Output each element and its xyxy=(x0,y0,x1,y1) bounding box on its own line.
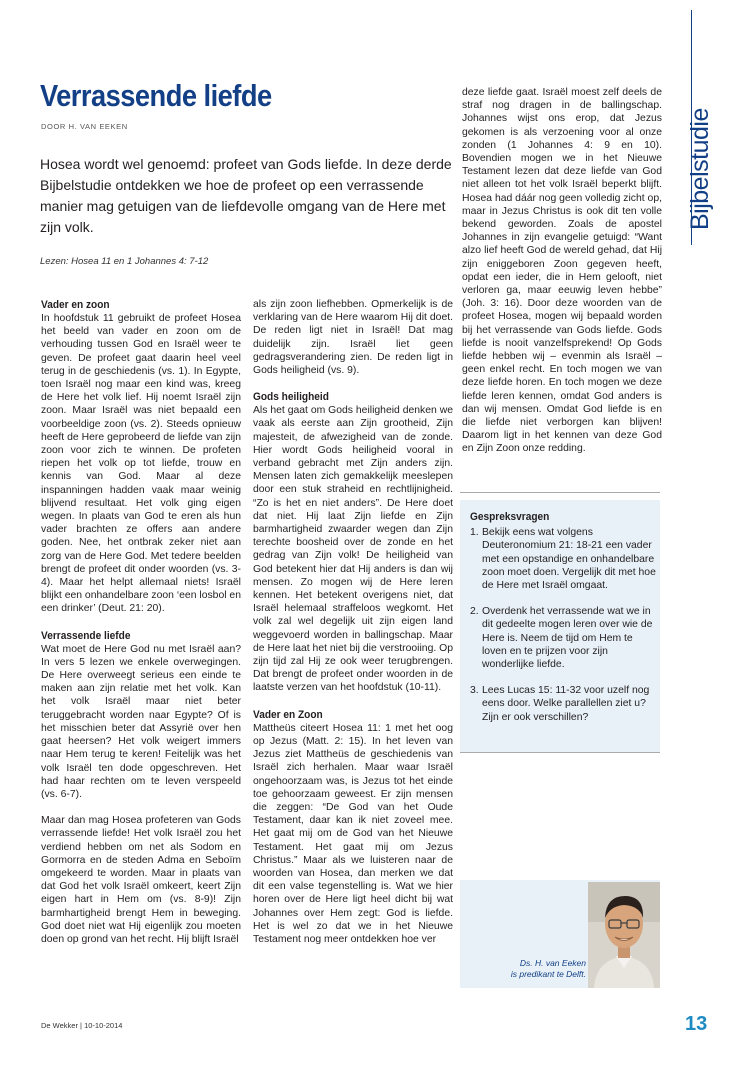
section-tab-label: Bijbelstudie xyxy=(686,108,714,230)
article-title: Verrassende liefde xyxy=(40,78,272,113)
heading-vader-en-zoon-2: Vader en Zoon xyxy=(253,708,323,721)
section-tab xyxy=(660,80,720,240)
page-number: 13 xyxy=(685,1013,708,1035)
paragraph: In hoofdstuk 11 gebruikt de profeet Hosea het beeld van vader en zoon om de verhouding tussen God en Israël weer te geven. De profeet gaat daarin heel veel terug in de geschiedenis (vs. 1). In Egypte, toen Israël nog maar een kind was, kreeg de Here het volk lief. Hij noemt Israël zijn zoon. Maar Israël was niet bepaald een voorbeeldige zoon (vs. 2). Steeds opnieuw heeft de Here geprobeerd de liefde van zijn zoon voor zich te winnen. De profeten riepen het volk op tot liefde, trouw en kennis van God. Maar al deze inspanningen hadden vaak maar weinig blijvend resultaat. Het volk ging eigen wegen. In plaats van God te eren als hun vader brachten ze offers aan andere goden. Nee, het ontbrak zeker niet aan zorg van de Here God. Met tedere beelden brengt de profeet dit onder woorden (vs. 3-4). Maar het helpt allemaal niets! Israël blijkt een onhandelbare zoon ‘een losbol en een drinker’ (Deut. 21: 20). xyxy=(41,313,241,615)
author-photo xyxy=(588,882,660,988)
question-number: 1. xyxy=(470,527,479,539)
question-number: 3. xyxy=(470,685,479,697)
column-3 xyxy=(462,86,662,456)
question-item xyxy=(470,605,656,671)
paragraph: Als het gaat om Gods heiligheid denken we vaak als eerste aan Zijn grootheid, Zijn majesteit, de afwezigheid van de zonde. Hier wordt Gods heiligheid vooral in verband gebracht met Zijn anders zijn. Mensen laten zich gemakkelijk meeslepen door een stuk straheid en rechtlijnigheid. “Zo is het en niet anders”. De Here doet dat niet. Hij laat Zijn liefde en Zijn barmhartigheid zwaarder wegen dan Zijn terechte boosheid over de zonde en het gedrag van Zijn volk! De heiligheid van God betekent hier dat Hij anders is dan wij mensen. Zo mogen wij de Here leren kennen. Het betekent overigens niet, dat Israël helemaal straffeloos wegkomt. Het volk zal wel degelijk uit zijn eigen land weggevoerd worden in ballingschap. Maar de Here laat het niet bij die verstrooiing. Op zijn tijd zal Hij ze ook weer terugbrengen. Dat brengt de profeet onder woorden in de laatste verzen van het hoofdstuk (10-11). xyxy=(253,405,453,694)
paragraph: Mattheüs citeert Hosea 11: 1 met het oog op Jezus (Matt. 2: 15). In het leven van Jezus ziet Mattheüs de geschiedenis van Israël zich herhalen. Maar waar Israël ongehoorzaam was, is Jezus tot het einde toe gehoorzaam geweest. Er zijn mensen die zeggen: “De God van het Oude Testament, daar kan ik niet zoveel mee. Het gaat mij om de God van het Nieuwe Testament. Het gaat mij om Jezus Christus.” Maar als we luisteren naar de woorden van Hosea, dan merken we dat dit een valse tegenstelling is. Wat we hier horen over de Here ligt heel dicht bij wat Johannes over Hem zegt: God is liefde. Het is wel zo dat we in het Nieuwe Testament nog meer ontdekken hoe ver xyxy=(253,722,453,945)
heading-verrassende-liefde: Verrassende liefde xyxy=(41,629,131,642)
footer-publication: De Wekker | 10-10-2014 xyxy=(41,1021,123,1030)
paragraph: Maar dan mag Hosea profeteren van Gods verrassende liefde! Het volk Israël zou het verdiend hebben om net als Sodom en Gormorra en de steden Adma en Seboïm omgekeerd te worden. Maar in plaats van dat God het volk Israël omkeert, keert Zijn eigen hart in Hem om (vs. 8-9)! Zijn barmhartigheid brengt Hem in beweging. God doet niet wat Hij eigenlijk zou moeten doen op grond van het recht. Hij blijft Israël xyxy=(41,815,241,945)
photo-caption xyxy=(470,958,586,980)
paragraph: als zijn zoon liefhebben. Opmerkelijk is de verklaring van de Here waarom Hij dit doet. De reden ligt niet in Israël! Dat mag duidelijk zijn. Israël liet geen gedragsverandering zien. De reden ligt in Gods heiligheid (vs. 9). xyxy=(253,299,453,377)
box-bottom-rule xyxy=(460,752,660,753)
caption-name: Ds. H. van Eeken xyxy=(519,958,586,968)
paragraph: Wat moet de Here God nu met Israël aan? In vers 5 lezen we enkele overwegingen. De Here overweegt serieus een einde te maken aan zijn relatie met het volk. Kan het volk Israël maar niet beter teruggebracht worden naar Egypte? Of is het misschien beter dat Assyrië over hen gaat heersen? Het volk weigert immers naar Hem terug te keren! Feitelijk was het volk Israël ten dode opgeschreven. Het had haar rechten om te leven verspeeld (vs. 6-7). xyxy=(41,643,241,800)
question-item xyxy=(470,684,656,724)
question-text: Overdenk het verrassende wat we in dit gedeelte mogen leren over wie de Here is. Neem de tijd om Hem te loven en te prijzen voor zijn wonderlijke liefde. xyxy=(482,606,653,671)
column-2 xyxy=(253,298,453,946)
paragraph: deze liefde gaat. Israël moest zelf deels de straf nog dragen in de ballingschap. Johannes wijst ons erop, dat Jezus gekomen is als verzoening voor al onze zonden (1 Johannes 4: 9 en 10). Bovendien mogen we in het Nieuwe Testament lezen dat deze liefde van God niet alleen tot het volk Israël beperkt blijft. Hosea had dáár nog geen volledig zicht op, maar in Jezus Christus is ook dit ten volle bekend geworden. Zoals de apostel Johannes in zijn evangelie getuigd: “Want alzo lief heeft God de wereld gehad, dat Hij zijn eniggeboren Zoon gegeven heeft, opdat een ieder, die in Hem gelooft, niet verloren ga, maar eeuwig leven hebbe” (Joh. 3: 16). Door deze woorden van de profeet Hosea, mogen wij bepaald worden bij het verrassende van Gods liefde. Gods liefde is nooit vanzelfsprekend! Op Gods liefde hebben wij – evenmin als Israël – geen enkel recht. En toch mogen we van deze liefde horen. En toch mogen we deze liefde leren kennen, omdat God anders is dan wij mensen. Omdat God liefde is en die liefde niet verborgen kan blijven! Daarom ligt in het kennen van deze God en Zijn Zoon onze redding. xyxy=(462,87,662,455)
questions-title: Gespreksvragen xyxy=(470,511,550,523)
column-1 xyxy=(41,298,241,946)
box-top-rule xyxy=(460,492,660,493)
heading-gods-heiligheid: Gods heiligheid xyxy=(253,391,329,404)
intro-paragraph: Hosea wordt wel genoemd: profeet van Gods liefde. In deze derde Bijbelstudie ontdekken we hoe de profeet op een verrassende manier mag getuigen van de liefdevolle omgang van de Here met zijn volk. xyxy=(40,156,452,235)
caption-role: is predikant te Delft. xyxy=(510,969,586,979)
question-text: Bekijk eens wat volgens Deuteronomium 21: 18-21 een vader met een opstandige en onhandelbare zoon moet doen. Vergelijk dit met hoe de Here met Israël omgaat. xyxy=(482,527,656,592)
heading-vader-en-zoon: Vader en zoon xyxy=(41,299,110,311)
byline: DOOR H. VAN EEKEN xyxy=(41,122,128,131)
question-item xyxy=(470,526,656,592)
question-number: 2. xyxy=(470,606,479,618)
questions-content xyxy=(470,511,656,737)
reading-reference: Lezen: Hosea 11 en 1 Johannes 4: 7-12 xyxy=(40,256,209,267)
question-text: Lees Lucas 15: 11-32 voor uzelf nog eens door. Welke parallellen ziet u? Zijn er ook verschillen? xyxy=(482,685,650,723)
